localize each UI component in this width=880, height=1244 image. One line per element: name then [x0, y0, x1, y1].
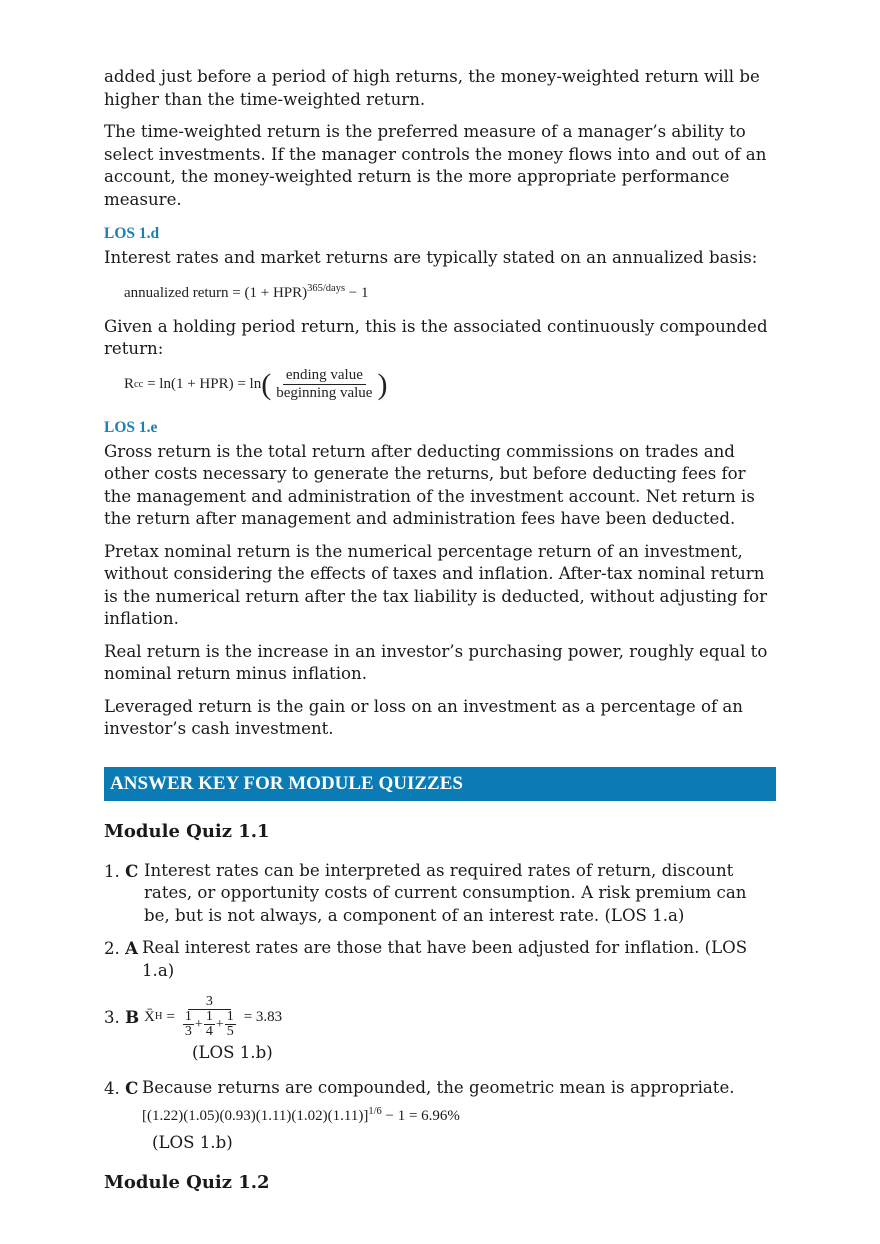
- annualized-return-formula: annualized return = (1 + HPR)$^{365/days}$ − 1: [124, 282, 369, 301]
- section-banner: ANSWER KEY FOR MODULE QUIZZES: [104, 767, 776, 801]
- fraction: $\frac{\text{ending value}}{\text{beginning value}}$: [276, 367, 373, 401]
- answer-item: 4. C Because returns are compounded, the geometric mean is appropriate. $[(1.22)(1.05)(0.93)(1.11)(1.02)(1.11)]^{1/6} - 1 = 6.96\%$ (LOS 1.b): [104, 1077, 776, 1155]
- answer-item: 2. A Real interest rates are those that have been adjusted for inflation. (LOS 1.a): [104, 938, 748, 980]
- los-reference: (LOS 1.b): [192, 1043, 273, 1062]
- paragraph: Gross return is the total return after deducting commissions on trades and other costs necessary to generate the returns, but before deducting fees for the management and administration of the investment account. Net return is the return after management and administration fees have been deducted.: [104, 441, 755, 528]
- paragraph: Leveraged return is the gain or loss on an investment as a percentage of an investor’s cash investment.: [104, 696, 743, 738]
- los-reference: (LOS 1.b): [152, 1132, 233, 1152]
- content: [104, 66, 776, 1211]
- geometric-mean-formula: $[(1.22)(1.05)(0.93)(1.11)(1.02)(1.11)]^{1/6} - 1 = 6.96\%$: [142, 1106, 460, 1124]
- paragraph: Interest rates and market returns are typically stated on an annualized basis:: [104, 248, 758, 267]
- paragraph: added just before a period of high returns, the money-weighted return will be higher than the time-weighted return.: [104, 67, 760, 109]
- harmonic-mean-formula: X̄ H = 3 $\frac{1}{3}$ + $\frac{1}{4}$ + $\frac{1}{5}$ = 3.83: [144, 994, 283, 1039]
- module-quiz-title: Module Quiz 1.1: [104, 820, 270, 842]
- continuous-return-formula: R cc = ln(1 + HPR) = ln ( $\frac{\text{ending value}}{\text{beginning value}}$ ): [124, 367, 388, 401]
- paragraph: Given a holding period return, this is the associated continuously compounded return:: [104, 316, 768, 358]
- los-heading: LOS 1.d: [104, 225, 160, 242]
- paragraph: Pretax nominal return is the numerical percentage return of an investment, without considering the effects of taxes and inflation. After-tax nominal return is the numerical return after the tax liability is deducted, without adjusting for inflation.: [104, 541, 768, 628]
- paragraph: Real return is the increase in an investor’s purchasing power, roughly equal to nominal return minus inflation.: [104, 641, 768, 683]
- answer-item: 3. B X̄ H = 3 $\frac{1}{3}$ + $\frac{1}{4}$ + $\frac{1}{5}$ = 3.83 (LOS 1.b): [104, 992, 776, 1065]
- paragraph: The time-weighted return is the preferred measure of a manager’s ability to select investments. If the manager controls the money flows into and out of an account, the money-weighted return is the more appropriate performance measure.: [104, 122, 767, 209]
- fraction: 3 $\frac{1}{3}$ + $\frac{1}{4}$ + $\frac{1}{5}$: [184, 994, 234, 1039]
- module-quiz-title: Module Quiz 1.2: [104, 1172, 270, 1193]
- los-heading: LOS 1.e: [104, 418, 158, 436]
- answer-item: 1. C Interest rates can be interpreted as required rates of return, discount rates, or opportunity costs of current consumption. A risk premium can be, but is not always, a component of an interest rate. (LOS 1.a): [104, 860, 747, 925]
